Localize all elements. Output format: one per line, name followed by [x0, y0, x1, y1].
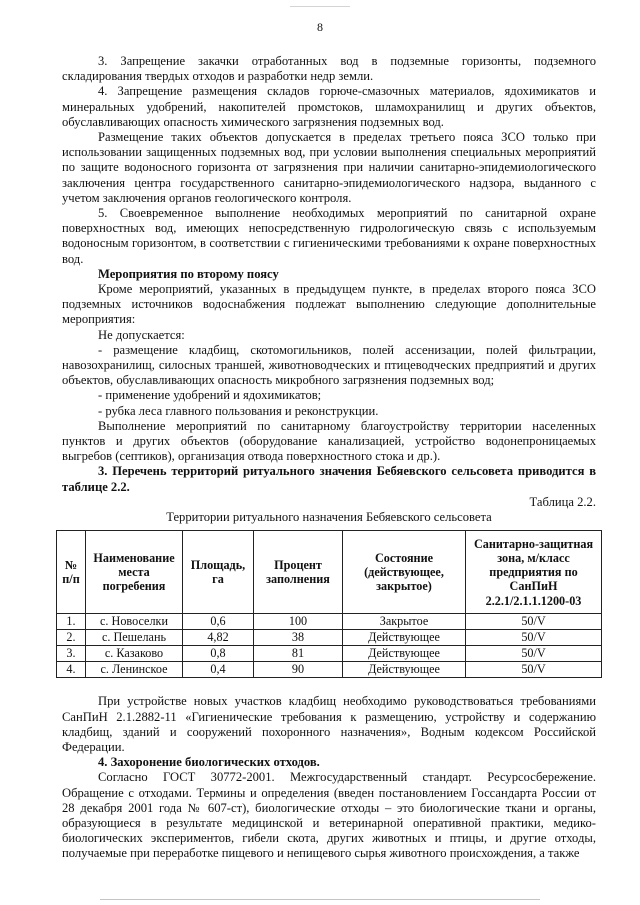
cell-percent: 90: [254, 662, 343, 678]
cell-percent: 100: [254, 614, 343, 630]
section-3-heading: 3. Перечень территорий ритуального значения Бебяевского сельсовета приводится в таблице 2.2.: [62, 464, 596, 494]
cell-number: 1.: [57, 614, 86, 630]
paragraph: 4. Запрещение размещения складов горюче-смазочных материалов, ядохимикатов и минеральных удобрений, накопителей промстоков, шламохранилищ и других объектов, обуславливающих опасность химического загрязнения подземных вод.: [62, 84, 596, 129]
cell-area: 0,6: [183, 614, 254, 630]
paragraph: При устройстве новых участков кладбищ необходимо руководствоваться требованиями СанПиН 2.1.2882-11 «Гигиенические требования к размещению, устройству и содержанию кладбищ, зданий и сооружений похоронного назначения», Водным кодексом Российской Федерации.: [62, 694, 596, 754]
cell-state: Закрытое: [343, 614, 466, 630]
page-number: 8: [317, 20, 323, 34]
paragraph: 5. Своевременное выполнение необходимых мероприятий по санитарной охране поверхностных вод, имеющих непосредственную гидрологическую связь с используемым водоносным горизонтом, в соответствии с гигиеническими требованиями к охране поверхностных вод.: [62, 206, 596, 266]
list-item: - применение удобрений и ядохимикатов;: [98, 388, 322, 403]
header-place-name: Наименование места погребения: [86, 531, 183, 614]
ritual-territories-table: [56, 530, 602, 678]
cell-number: 2.: [57, 630, 86, 646]
scan-artifact: [290, 6, 350, 7]
scan-artifact: [100, 899, 540, 900]
spacer: [62, 680, 596, 694]
cell-percent: 38: [254, 630, 343, 646]
list-item: - рубка леса главного пользования и реконструкции.: [98, 403, 379, 418]
paragraph: 3. Запрещение закачки отработанных вод в подземные горизонты, подземного складирования твердых отходов и разработки недр земли.: [62, 54, 596, 84]
cell-state: Действующее: [343, 646, 466, 662]
cell-zone: 50/V: [466, 646, 602, 662]
paragraph: Размещение таких объектов допускается в пределах третьего пояса ЗСО только при использовании защищенных подземных вод, при условии выполнения специальных мероприятий по защите водоносного горизонта от загрязнения при наличии санитарно-эпидемиологического заключения центра государственного санитарно-эпидемиологического надзора, выданного с учетом заключения органов геологического контроля.: [62, 130, 596, 205]
table-row: [57, 662, 602, 678]
cell-zone: 50/V: [466, 662, 602, 678]
section-heading-second-belt: Мероприятия по второму поясу: [98, 266, 279, 281]
cell-zone: 50/V: [466, 630, 602, 646]
table-title: Территории ритуального назначения Бебяевского сельсовета: [166, 510, 492, 525]
cell-place: с. Казаково: [86, 646, 183, 662]
cell-state: Действующее: [343, 630, 466, 646]
document-body: [62, 54, 596, 862]
table-header-row: [57, 531, 602, 614]
cell-zone: 50/V: [466, 614, 602, 630]
cell-state: Действующее: [343, 662, 466, 678]
paragraph: Не допускается:: [98, 327, 185, 342]
table-row: [57, 646, 602, 662]
cell-area: 0,8: [183, 646, 254, 662]
header-sanitary-zone: Санитарно-защитная зона, м/класс предприятия по СанПиН 2.2.1/2.1.1.1200-03: [466, 531, 602, 614]
table-row: [57, 614, 602, 630]
header-area: Площадь, га: [183, 531, 254, 614]
cell-number: 4.: [57, 662, 86, 678]
cell-area: 4,82: [183, 630, 254, 646]
cell-area: 0,4: [183, 662, 254, 678]
cell-place: с. Новоселки: [86, 614, 183, 630]
table-row: [57, 630, 602, 646]
paragraph: Выполнение мероприятий по санитарному благоустройству территории населенных пунктов и других объектов (оборудование канализацией, устройство водонепроницаемых выгребов (септиков), организация отвода поверхностного стока и др.).: [62, 418, 596, 464]
table-label: Таблица 2.2.: [529, 494, 596, 509]
cell-place: с. Ленинское: [86, 662, 183, 678]
cell-place: с. Пешелань: [86, 630, 183, 646]
cell-percent: 81: [254, 646, 343, 662]
cell-number: 3.: [57, 646, 86, 662]
header-number: № п/п: [57, 531, 86, 614]
paragraph: Согласно ГОСТ 30772-2001. Межгосударственный стандарт. Ресурсосбережение. Обращение с отходами. Термины и определения (введен постановлением Госсандарта России от 28 декабря 2001 года № 607-ст), биологические отходы – это биологические ткани и органы, образующиеся в результате медицинской и ветеринарной оперативной практики, медико-биологических экспериментов, гибели скота, других животных и птицы, и другие отходы, получаемые при переработке пищевого и непищевого сырья животного происхождения, а также: [62, 770, 596, 861]
header-fill-percent: Процент заполнения: [254, 531, 343, 614]
section-4-heading: 4. Захоронение биологических отходов.: [98, 755, 320, 770]
list-item: - размещение кладбищ, скотомогильников, полей ассенизации, полей фильтрации, навозохранилищ, силосных траншей, животноводческих и птицеводческих предприятий и других объектов, обуславливающих опасность микробного загрязнения подземных вод;: [62, 342, 596, 388]
header-state: Состояние (действующее, закрытое): [343, 531, 466, 614]
paragraph: Кроме мероприятий, указанных в предыдущем пункте, в пределах второго пояса ЗСО подземных источников водоснабжения подлежат выполнению следующие дополнительные мероприятия:: [62, 282, 596, 327]
